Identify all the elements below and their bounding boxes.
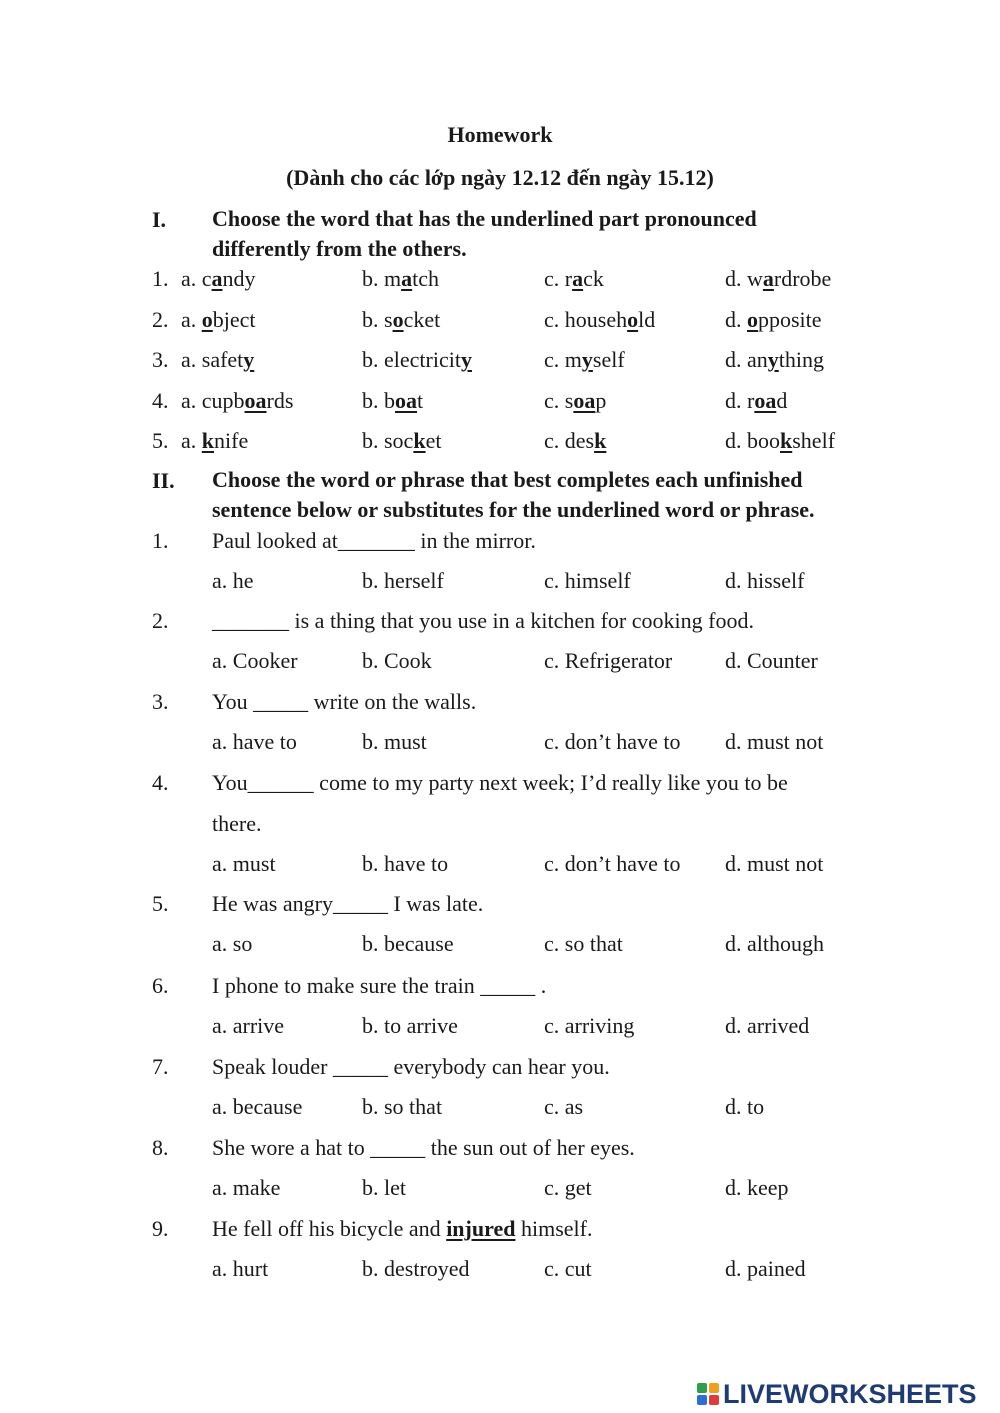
answer-option [181,430,248,452]
answer-option [725,390,787,412]
answer-option: c. arriving [544,1013,635,1038]
option-text: t [417,388,424,413]
option-text: a. cupb [181,388,245,413]
question-text-part: himself. [515,1216,593,1241]
option-text: a. safet [181,347,244,372]
option-text: c. r [544,266,573,291]
answer-option: a. because [212,1094,303,1119]
option-text: thing [778,347,824,372]
question-text: You______ come to my party next week; I’d really like you to be [212,770,788,795]
option-text: nife [214,428,249,453]
option-text: bject [212,307,256,332]
question-text: She wore a hat to _____ the sun out of her eyes. [212,1135,635,1160]
answer-option: b. because [362,931,454,956]
answer-option: c. don’t have to [544,851,681,876]
answer-option [725,268,831,290]
liveworksheets-logo [697,1380,977,1408]
option-text: p [595,388,607,413]
question-text: You _____ write on the walls. [212,689,477,714]
question-number: 5. [152,891,169,916]
answer-option [544,268,604,290]
option-text: d [776,388,788,413]
answer-option: d. to [725,1094,765,1119]
option-text: cket [403,307,441,332]
answer-option: a. Cooker [212,648,298,673]
question-number: 9. [152,1216,169,1241]
option-text: b. electricit [362,347,461,372]
logo-badge-icon [697,1383,719,1405]
option-text: a. [181,307,202,332]
option-text: d. boo [725,428,780,453]
answer-option [362,430,441,452]
section-1-numeral: I. [152,207,167,232]
underlined-sound: y [581,347,593,372]
option-text: d. [725,307,747,332]
underlined-sound: y [767,347,779,372]
question-number: 6. [152,973,169,998]
logo-badge-square [709,1395,719,1405]
answer-option: b. let [362,1175,406,1200]
answer-option [544,309,655,331]
question-number: 5. [152,428,169,453]
answer-option: c. get [544,1175,592,1200]
underlined-sound: oa [244,388,267,413]
page-subtitle: (Dành cho các lớp ngày 12.12 đến ngày 15.12) [286,165,714,190]
answer-option [362,309,440,331]
underlined-sound: a [401,266,413,291]
option-text: c. househ [544,307,628,332]
underlined-sound: oa [573,388,596,413]
question-text-part: He fell off his bicycle and [212,1216,447,1241]
answer-option: d. Counter [725,648,818,673]
underlined-sound: oa [754,388,777,413]
question-number: 4. [152,388,169,413]
option-text: b. soc [362,428,414,453]
page-title: Homework [447,122,553,147]
option-text: et [425,428,442,453]
underlined-sound: a [572,266,584,291]
logo-text: LIVEWORKSHEETS [723,1378,977,1409]
underlined-sound: k [594,428,607,453]
answer-option: a. make [212,1175,281,1200]
option-text: a. c [181,266,212,291]
answer-option: c. as [544,1094,584,1119]
answer-option: c. so that [544,931,623,956]
answer-option [362,268,439,290]
answer-option: a. so [212,931,253,956]
answer-option: d. pained [725,1256,806,1281]
answer-option: a. must [212,851,276,876]
answer-option [544,430,606,452]
answer-option: c. himself [544,568,631,593]
answer-option [181,268,256,290]
option-text: c. m [544,347,582,372]
logo-badge-square [697,1383,707,1393]
underlined-sound: y [243,347,255,372]
section-1-heading-line2: differently from the others. [212,236,467,261]
underlined-sound: a [211,266,223,291]
question-number: 2. [152,608,169,633]
underlined-sound: oa [395,388,417,413]
question-text [212,1218,592,1240]
answer-option: c. cut [544,1256,592,1281]
option-text: b. m [362,266,402,291]
option-text: b. b [362,388,395,413]
answer-option: d. although [725,931,824,956]
question-number: 1. [152,266,169,291]
answer-option [725,309,822,331]
underlined-word: injured [446,1216,516,1241]
question-number: 2. [152,307,169,332]
answer-option: b. must [362,729,427,754]
underlined-sound: o [201,307,213,332]
section-2-numeral: II. [152,468,175,493]
answer-option: a. he [212,568,254,593]
underlined-sound: k [201,428,215,453]
answer-option: d. must not [725,851,824,876]
underlined-sound: o [392,307,404,332]
answer-option: c. Refrigerator [544,648,673,673]
option-text: pposite [758,307,822,332]
answer-option: b. herself [362,568,444,593]
option-text: ndy [222,266,256,291]
option-text: shelf [792,428,836,453]
answer-option [181,309,256,331]
option-text: self [592,347,625,372]
answer-option [362,390,423,412]
answer-option: c. don’t have to [544,729,681,754]
underlined-sound: k [413,428,426,453]
option-text: d. an [725,347,768,372]
answer-option [544,349,625,371]
answer-option: a. have to [212,729,297,754]
option-text: ck [583,266,604,291]
option-text: c. s [544,388,574,413]
logo-badge-square [697,1395,707,1405]
answer-option [544,390,606,412]
answer-option: d. hisself [725,568,805,593]
question-text: Speak louder _____ everybody can hear you. [212,1054,610,1079]
answer-option [725,430,835,452]
answer-option [725,349,824,371]
answer-option: d. arrived [725,1013,810,1038]
answer-option: d. keep [725,1175,789,1200]
answer-option: b. Cook [362,648,432,673]
answer-option [362,349,472,371]
answer-option [181,349,254,371]
answer-option [181,390,293,412]
underlined-sound: o [747,307,758,332]
underlined-sound: k [780,428,793,453]
answer-option: b. destroyed [362,1256,470,1281]
section-1-heading-line1: Choose the word that has the underlined part pronounced [212,206,757,231]
question-text: _______ is a thing that you use in a kitchen for cooking food. [212,608,754,633]
question-text-continued: there. [212,811,262,836]
logo-badge-square [709,1383,719,1393]
option-text: d. w [725,266,763,291]
question-text: He was angry_____ I was late. [212,891,484,916]
answer-option: b. so that [362,1094,443,1119]
question-number: 1. [152,528,169,553]
option-text: tch [412,266,440,291]
answer-option: a. arrive [212,1013,285,1038]
answer-option: b. to arrive [362,1013,458,1038]
option-text: d. r [725,388,755,413]
section-2-heading [212,465,815,525]
question-number: 7. [152,1054,169,1079]
section-2-heading-line2: sentence below or substitutes for the underlined word or phrase. [212,497,815,522]
option-text: rdrobe [773,266,832,291]
underlined-sound: o [627,307,639,332]
question-text: I phone to make sure the train _____ . [212,973,547,998]
question-number: 3. [152,689,169,714]
option-text: c. des [544,428,595,453]
option-text: b. s [362,307,393,332]
underlined-sound: a [762,266,774,291]
underlined-sound: y [460,347,472,372]
question-text: Paul looked at_______ in the mirror. [212,528,536,553]
answer-option: d. must not [725,729,824,754]
option-text: ld [638,307,656,332]
question-number: 4. [152,770,169,795]
section-1-heading [212,204,757,264]
question-number: 8. [152,1135,169,1160]
answer-option: a. hurt [212,1256,269,1281]
question-number: 3. [152,347,169,372]
section-2-heading-line1: Choose the word or phrase that best completes each unfinished [212,467,803,492]
answer-option: b. have to [362,851,449,876]
option-text: a. [181,428,202,453]
option-text: rds [266,388,294,413]
